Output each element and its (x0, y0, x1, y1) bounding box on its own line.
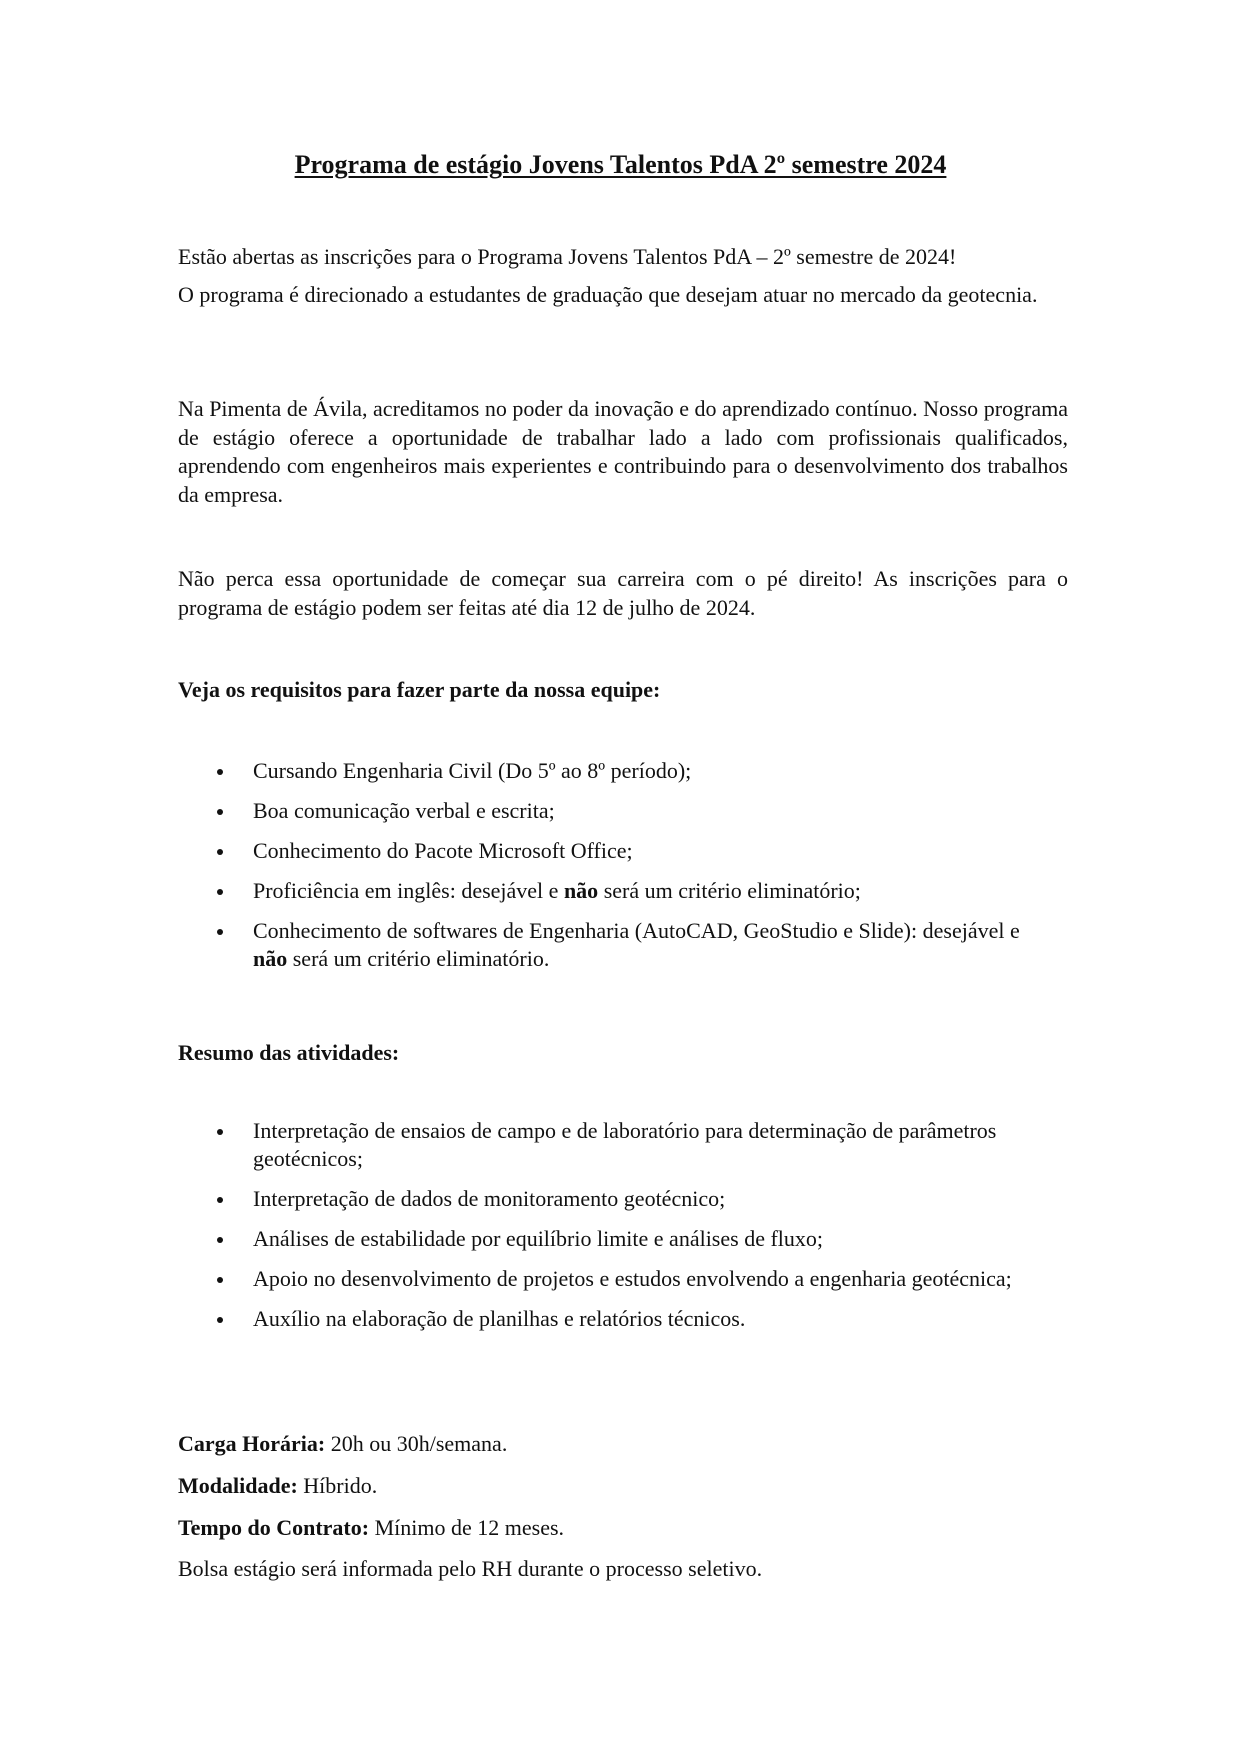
bullet-icon (217, 889, 223, 895)
list-item (178, 917, 1058, 973)
about-paragraph-text: Na Pimenta de Ávila, acreditamos no poder da inovação e do aprendizado contínuo. Nosso programa de estágio oferece a oportunidade de trabalhar lado a lado com profissionais qualificados, aprendendo com engenheiros mais experientes e contribuindo para o desenvolvimento dos trabalhos da empresa. (178, 396, 1068, 507)
workload-value: 20h ou 30h/semana. (325, 1431, 508, 1456)
bullet-icon (217, 1277, 223, 1283)
bullet-icon (217, 769, 223, 775)
bullet-icon (217, 849, 223, 855)
contract-label: Tempo do Contrato: (178, 1515, 370, 1540)
list-item-text-post: será um critério eliminatório; (598, 878, 861, 903)
list-item-text: Cursando Engenharia Civil (Do 5º ao 8º período); (253, 758, 692, 783)
document-title (178, 148, 1063, 182)
intro-line-1: Estão abertas as inscrições para o Programa Jovens Talentos PdA – 2º semestre de 2024! (178, 244, 957, 269)
intro-line-2: O programa é direcionado a estudantes de graduação que desejam atuar no mercado da geotecnia. (178, 281, 1038, 307)
list-item (178, 757, 1058, 785)
list-item (178, 797, 1058, 825)
list-item-text: Auxílio na elaboração de planilhas e relatórios técnicos. (253, 1306, 746, 1331)
activities-list (178, 1117, 1058, 1345)
list-item-text: Interpretação de ensaios de campo e de laboratório para determinação de parâmetros geotécnicos; (253, 1118, 997, 1171)
list-item (178, 837, 1058, 865)
list-item-text: Boa comunicação verbal e escrita; (253, 798, 555, 823)
deadline-paragraph-text: Não perca essa oportunidade de começar sua carreira com o pé direito! As inscrições para o programa de estágio podem ser feitas até dia 12 de julho de 2024. (178, 566, 1068, 620)
requirements-list (178, 757, 1058, 985)
workload-label: Carga Horária: (178, 1431, 326, 1456)
bullet-icon (217, 1237, 223, 1243)
mode-label: Modalidade: (178, 1473, 298, 1498)
workload-line (178, 1430, 1068, 1458)
list-item (178, 1265, 1058, 1293)
contract-line (178, 1514, 1068, 1542)
bullet-icon (217, 1197, 223, 1203)
activities-heading: Resumo das atividades: (178, 1040, 400, 1065)
list-item-text-post: será um critério eliminatório. (287, 946, 550, 971)
bullet-icon (217, 1317, 223, 1323)
intro-section (178, 243, 1068, 309)
list-item-text: Conhecimento do Pacote Microsoft Office; (253, 838, 633, 863)
list-item (178, 1117, 1058, 1173)
list-item-text: Interpretação de dados de monitoramento geotécnico; (253, 1186, 726, 1211)
list-item-text: Apoio no desenvolvimento de projetos e estudos envolvendo a engenharia geotécnica; (253, 1266, 1012, 1291)
list-item (178, 877, 1058, 905)
list-item-text-bold: não (253, 946, 288, 971)
list-item (178, 1185, 1058, 1213)
mode-value: Híbrido. (297, 1473, 378, 1498)
list-item-text-pre: Proficiência em inglês: desejável e (253, 878, 564, 903)
deadline-paragraph (178, 565, 1068, 622)
mode-line (178, 1472, 1068, 1500)
stipend-note: Bolsa estágio será informada pelo RH durante o processo seletivo. (178, 1556, 763, 1581)
bullet-icon (217, 1129, 223, 1135)
list-item (178, 1225, 1058, 1253)
list-item-text-pre: Conhecimento de softwares de Engenharia (AutoCAD, GeoStudio e Slide): desejável e (253, 918, 1020, 943)
list-item (178, 1305, 1058, 1333)
list-item-text-bold: não (563, 878, 599, 903)
document-title-text: Programa de estágio Jovens Talentos PdA 2º semestre 2024 (294, 150, 947, 179)
bullet-icon (217, 929, 223, 935)
contract-value: Mínimo de 12 meses. (369, 1515, 565, 1540)
about-paragraph (178, 395, 1068, 509)
requirements-heading: Veja os requisitos para fazer parte da nossa equipe: (178, 677, 661, 702)
list-item-text: Análises de estabilidade por equilíbrio limite e análises de fluxo; (253, 1226, 824, 1251)
bullet-icon (217, 809, 223, 815)
